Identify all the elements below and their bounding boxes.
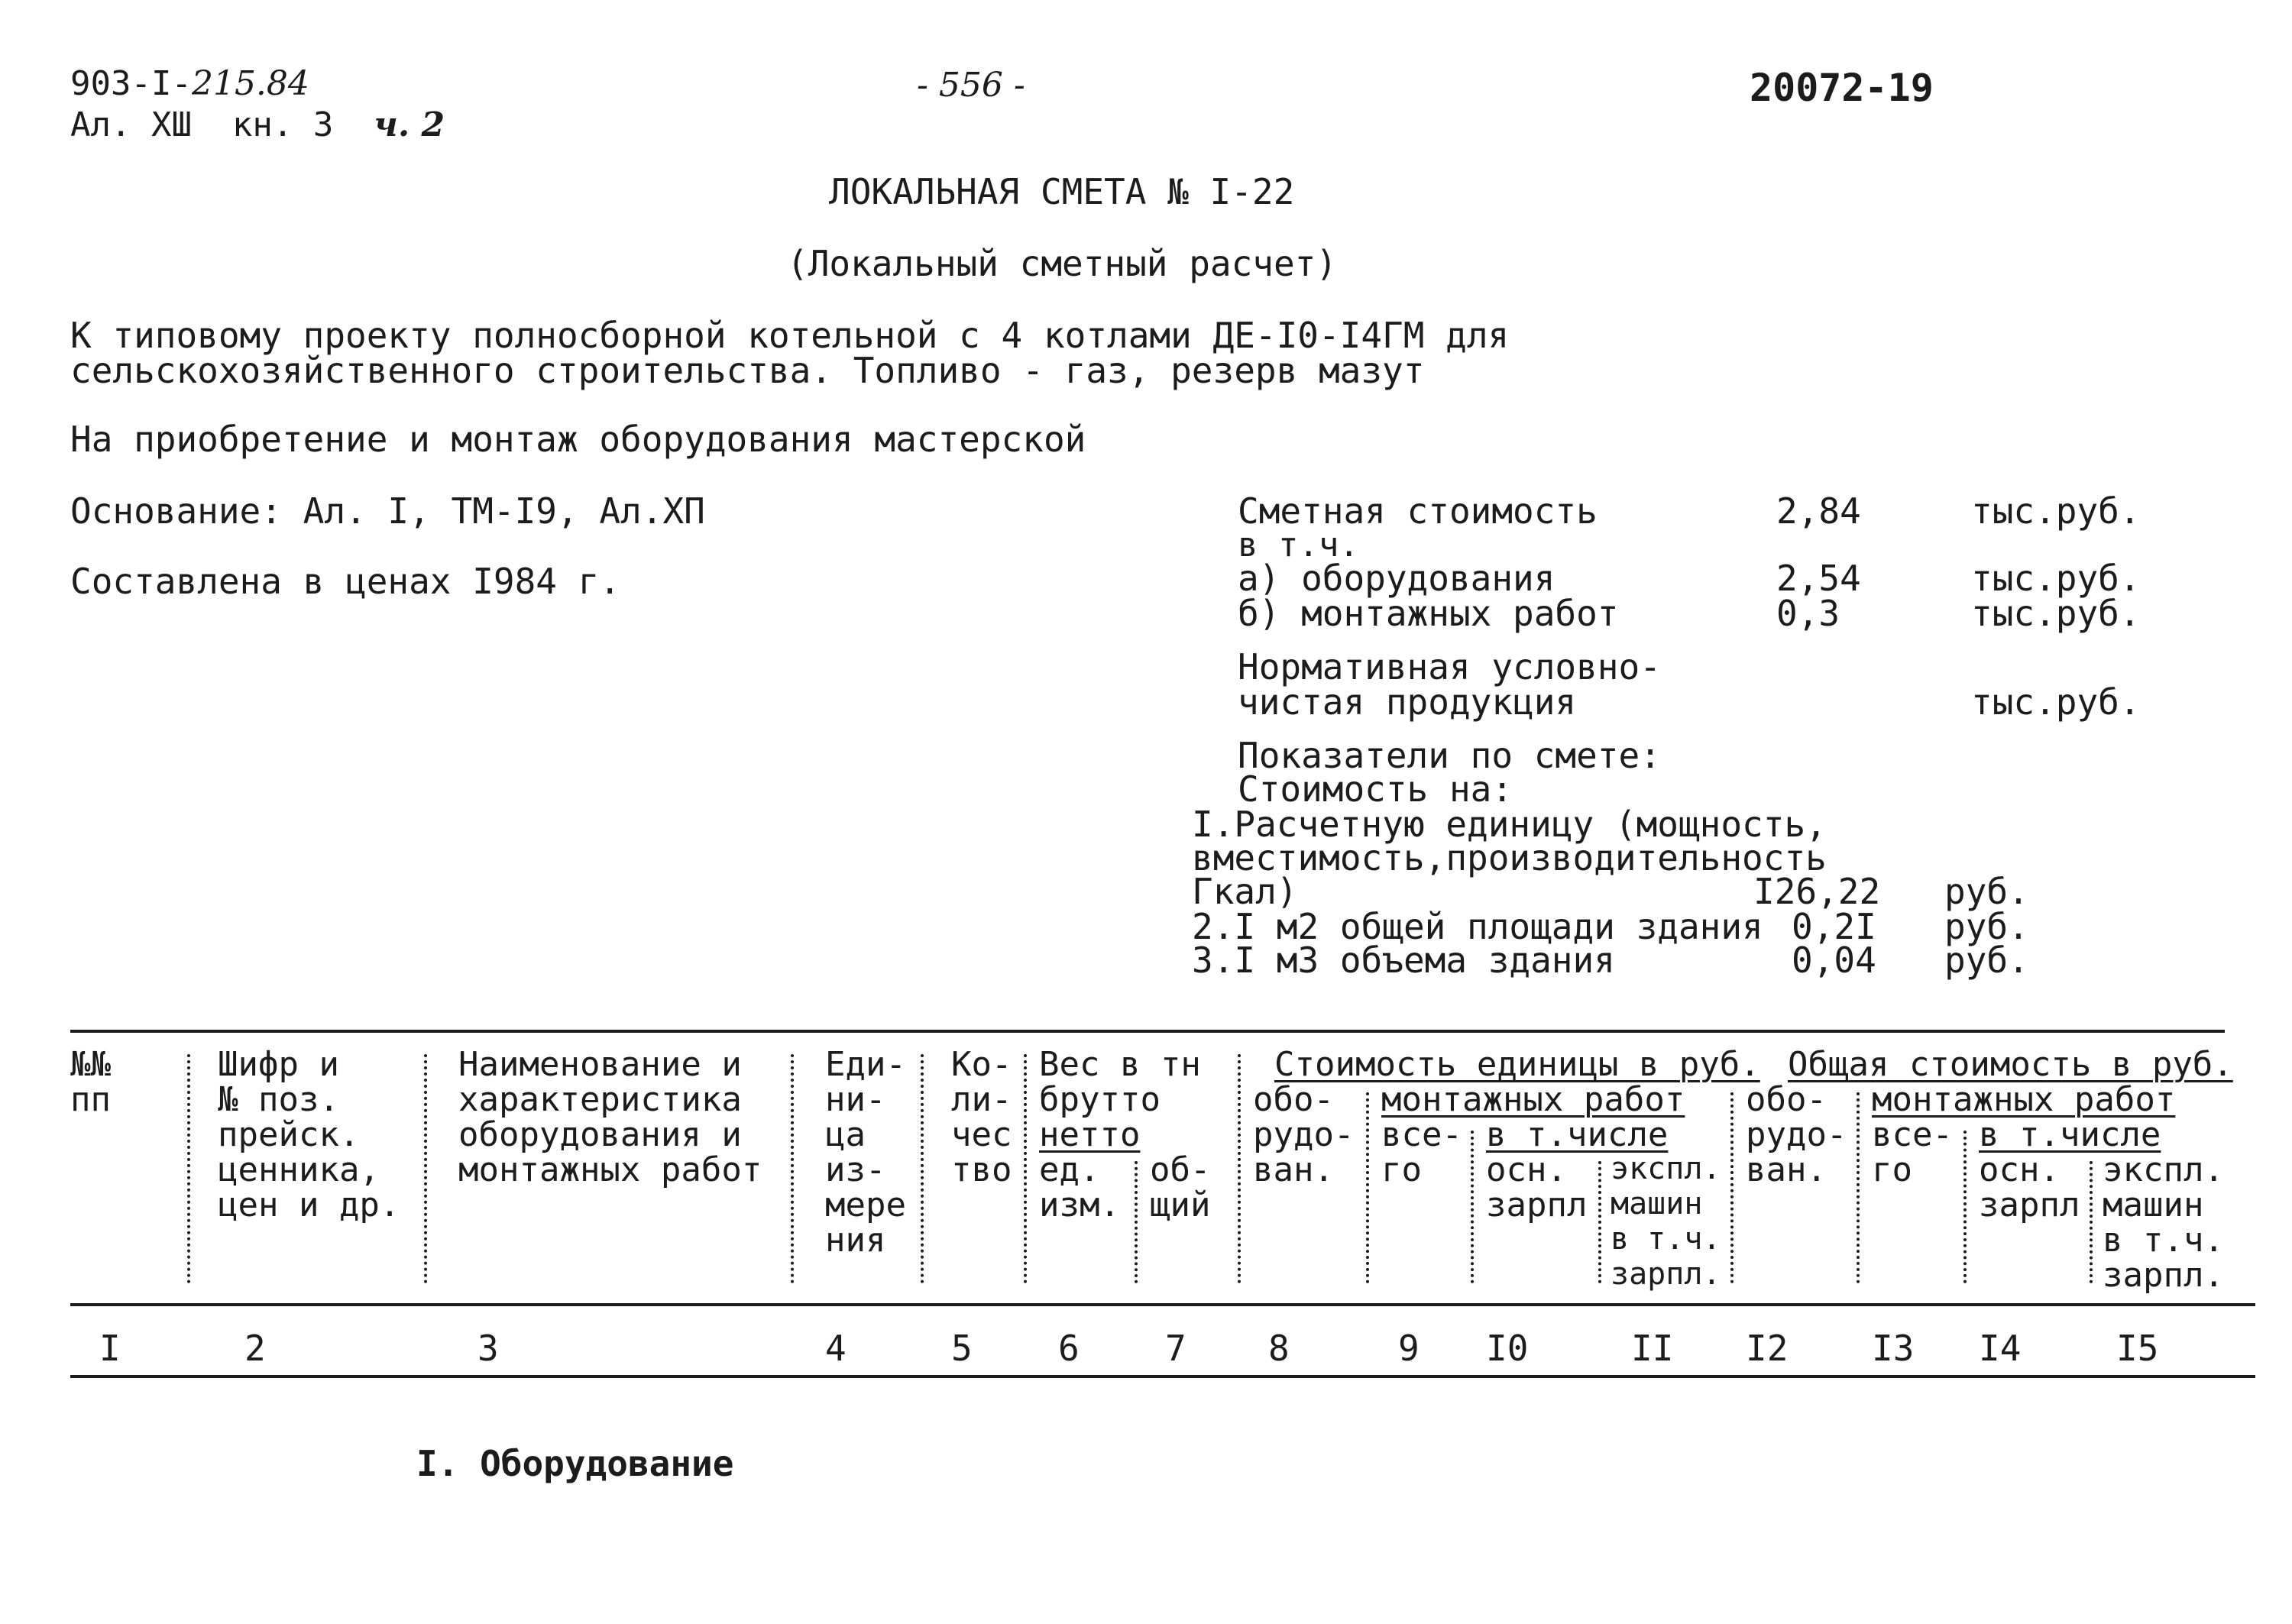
column-number: I3 (1872, 1328, 1915, 1369)
estimated-cost-label: Сметная стоимость (1238, 490, 1598, 532)
column-separator (2090, 1161, 2093, 1283)
install-cost-value: 0,3 (1776, 593, 1840, 634)
archive-number: 20072-19 (1750, 66, 1934, 110)
col8-header-line-3: ван. (1253, 1150, 1334, 1189)
estimate-basis: Основание: Ал. I, ТМ-I9, Ал.ХП (70, 490, 705, 532)
col4-header-line-3: ца (825, 1115, 866, 1154)
col4-header-line-5: мере (825, 1186, 906, 1224)
part-handwritten: ч. 2 (374, 105, 445, 144)
col5-header-line-1: Ко- (951, 1045, 1012, 1084)
indicators-title: Показатели по смете: (1238, 735, 1661, 776)
column-number: 5 (951, 1328, 973, 1369)
column-separator (187, 1054, 190, 1283)
col4-header-line-2: ни- (825, 1080, 886, 1119)
album-reference (70, 105, 445, 144)
column-number: 4 (825, 1328, 847, 1369)
col3-header-line-3: оборудования и (458, 1115, 742, 1154)
col11-header-line-4: зарпл. (1611, 1257, 1721, 1292)
column-number: 2 (244, 1328, 266, 1369)
column-number: 6 (1058, 1328, 1080, 1369)
col3-header-line-1: Наименование и (458, 1045, 742, 1084)
weight-gross-label: брутто (1039, 1080, 1161, 1119)
column-number: 3 (478, 1328, 499, 1369)
estimate-title: ЛОКАЛЬНАЯ СМЕТА № I-22 (829, 171, 1295, 212)
col2-header-line-3: прейск. (218, 1115, 360, 1154)
estimate-subtitle: (Локальный сметный расчет) (787, 243, 1338, 284)
col14-header-line-2: зарпл (1979, 1186, 2080, 1224)
indicator-1-line-3: Гкал) (1192, 871, 1298, 912)
col15-header-line-3: в т.ч. (2103, 1221, 2224, 1260)
weight-net-label: нетто (1039, 1115, 1141, 1154)
column-separator (1366, 1092, 1369, 1283)
column-number: I (99, 1328, 121, 1369)
column-separator (1238, 1054, 1241, 1283)
column-separator (921, 1054, 924, 1283)
col7-header-line-2: щий (1150, 1186, 1211, 1224)
col9-header-line-1: все- (1381, 1115, 1462, 1154)
column-number: I0 (1486, 1328, 1529, 1369)
indicator-1-value: I26,22 (1753, 871, 1881, 912)
col11-header-line-3: в т.ч. (1611, 1221, 1721, 1257)
col1-header-line-2: пп (70, 1080, 111, 1119)
page-number: - 556 - (917, 66, 1025, 105)
column-number: 9 (1398, 1328, 1420, 1369)
col13-header-line-1: все- (1872, 1115, 1953, 1154)
col3-header-line-2: характеристика (458, 1080, 742, 1119)
column-number: I4 (1979, 1328, 2022, 1369)
col4-header-line-1: Еди- (825, 1045, 906, 1084)
estimated-cost-unit: тыс.руб. (1971, 490, 2141, 532)
column-number: I5 (2116, 1328, 2159, 1369)
column-separator (1963, 1131, 1967, 1283)
col2-header-line-1: Шифр и (218, 1045, 339, 1084)
col2-header-line-5: цен и др. (218, 1186, 400, 1224)
unit-install-header: монтажных работ (1381, 1080, 1685, 1119)
install-cost-unit: тыс.руб. (1971, 593, 2141, 634)
unit-including-header: в т.числе (1486, 1115, 1669, 1154)
normative-label-1: Нормативная условно- (1238, 646, 1661, 687)
unit-cost-header: Стоимость единицы в руб. (1274, 1045, 1760, 1084)
document-code-handwritten: 215.84 (191, 64, 309, 103)
weight-header: Вес в тн (1039, 1045, 1201, 1084)
col7-header-line-1: об- (1150, 1150, 1211, 1189)
project-line-2: сельскохозяйственного строительства. Топливо - газ, резерв мазут (70, 350, 1425, 391)
col8-header-line-1: обо- (1253, 1080, 1334, 1119)
col15-header-line-4: зарпл. (2103, 1256, 2224, 1295)
col1-header-line-1: №№ (70, 1045, 111, 1084)
column-separator (1730, 1092, 1734, 1283)
price-level: Составлена в ценах I984 г. (70, 561, 621, 602)
column-separator (791, 1054, 794, 1283)
col3-header-line-4: монтажных работ (458, 1150, 762, 1189)
col11-header-line-1: экспл. (1611, 1151, 1721, 1186)
column-number: 7 (1165, 1328, 1186, 1369)
col14-header-line-1: осн. (1979, 1150, 2060, 1189)
col8-header-line-2: рудо- (1253, 1115, 1355, 1154)
normative-unit: тыс.руб. (1971, 681, 2141, 723)
col9-header-line-2: го (1381, 1150, 1422, 1189)
column-number: I2 (1746, 1328, 1789, 1369)
document-code-prefix: 903-I- (70, 64, 192, 103)
table-header-bottom-rule (70, 1303, 2255, 1306)
col6-header-line-1: ед. (1039, 1150, 1100, 1189)
indicator-1-line-1: I.Расчетную единицу (мощность, (1192, 804, 1827, 845)
album-line: Ал. XШ кн. 3 (70, 105, 334, 144)
column-separator (1024, 1054, 1027, 1283)
column-separator (1598, 1161, 1601, 1283)
col6-header-line-2: изм. (1039, 1186, 1120, 1224)
table-top-rule (70, 1030, 2225, 1033)
total-cost-header: Общая стоимость в руб. (1788, 1045, 2233, 1084)
column-numbers-rule (70, 1375, 2255, 1378)
col5-header-line-4: тво (951, 1150, 1012, 1189)
column-separator (424, 1054, 427, 1283)
indicator-3-value: 0,04 (1792, 940, 1876, 981)
col4-header-line-6: ния (825, 1221, 886, 1260)
section-title: I. Оборудование (416, 1443, 734, 1484)
column-number: 8 (1268, 1328, 1290, 1369)
col11-header-line-2: машин (1611, 1186, 1703, 1221)
col15-header-line-1: экспл. (2103, 1150, 2224, 1189)
equipment-cost-unit: тыс.руб. (1971, 558, 2141, 599)
document-code (70, 64, 309, 103)
col2-header-line-4: ценника, (218, 1150, 380, 1189)
total-including-header: в т.числе (1979, 1115, 2161, 1154)
col12-header-line-3: ван. (1746, 1150, 1827, 1189)
col12-header-line-2: рудо- (1746, 1115, 1847, 1154)
col5-header-line-3: чес (951, 1115, 1012, 1154)
column-separator (1471, 1131, 1474, 1283)
project-line-1: К типовому проекту полносборной котельной с 4 котлами ДЕ-I0-I4ГМ для (70, 315, 1510, 356)
col10-header-line-2: зарпл (1486, 1186, 1588, 1224)
indicator-2-value: 0,2I (1792, 906, 1876, 947)
col5-header-line-2: ли- (951, 1080, 1012, 1119)
col4-header-line-4: из- (825, 1150, 886, 1189)
indicator-2-currency: руб. (1944, 906, 2029, 947)
indicator-3-label: 3.I м3 объема здания (1192, 940, 1615, 981)
install-cost-label: б) монтажных работ (1238, 593, 1619, 634)
column-separator (1857, 1092, 1860, 1283)
estimate-purpose: На приобретение и монтаж оборудования мастерской (70, 419, 1086, 460)
estimated-cost-value: 2,84 (1776, 490, 1861, 532)
indicator-1-currency: руб. (1944, 871, 2029, 912)
col13-header-line-2: го (1872, 1150, 1912, 1189)
normative-label-2: чистая продукция (1238, 681, 1577, 723)
equipment-cost-value: 2,54 (1776, 558, 1861, 599)
col15-header-line-2: машин (2103, 1186, 2204, 1224)
indicator-1-line-2: вместимость,производительность (1192, 837, 1827, 878)
indicator-3-currency: руб. (1944, 940, 2029, 981)
column-number: II (1631, 1328, 1674, 1369)
total-install-header: монтажных работ (1872, 1080, 2176, 1119)
indicators-subtitle: Стоимость на: (1238, 768, 1513, 810)
col10-header-line-1: осн. (1486, 1150, 1567, 1189)
col12-header-line-1: обо- (1746, 1080, 1827, 1119)
column-separator (1135, 1161, 1138, 1283)
indicator-2-label: 2.I м2 общей площади здания (1192, 906, 1763, 947)
equipment-cost-label: а) оборудования (1238, 558, 1556, 599)
including-label: в т.ч. (1238, 526, 1359, 565)
col2-header-line-2: № поз. (218, 1080, 339, 1119)
